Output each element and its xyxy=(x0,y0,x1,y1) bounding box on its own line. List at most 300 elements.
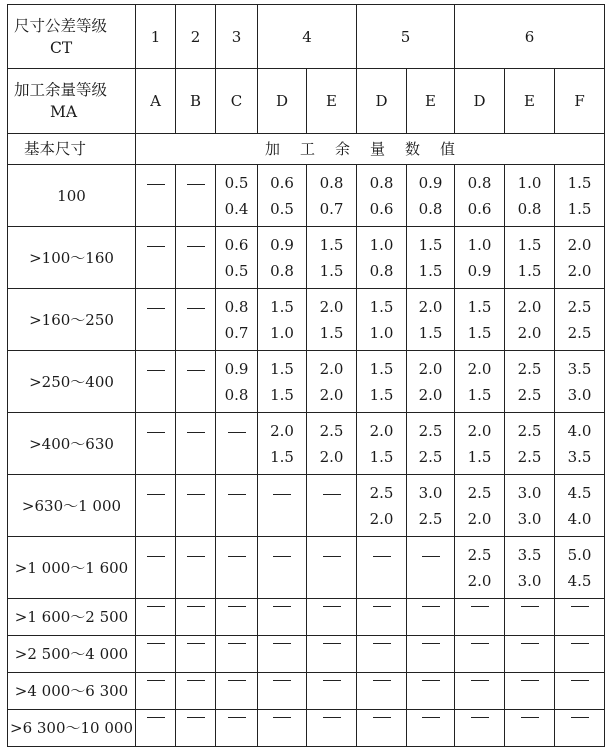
basic-size-label: 基本尺寸 xyxy=(8,134,136,165)
dash-mark xyxy=(471,643,489,668)
allowance-cell xyxy=(555,599,605,636)
allowance-value-lower: 0.7 xyxy=(319,199,344,218)
allowance-value-upper: 2.0 xyxy=(517,297,542,316)
dash-mark xyxy=(422,643,440,668)
allowance-cell xyxy=(555,475,605,537)
dash-mark xyxy=(273,556,291,581)
allowance-cell xyxy=(357,673,407,710)
table-row xyxy=(8,289,605,351)
allowance-cell xyxy=(258,413,307,475)
dash-mark xyxy=(228,643,246,668)
allowance-cell xyxy=(176,227,216,289)
allowance-value-lower: 0.8 xyxy=(270,261,294,280)
allowance-cell xyxy=(555,413,605,475)
dash-mark xyxy=(187,606,205,631)
table-row xyxy=(8,413,605,475)
allowance-cell xyxy=(216,475,258,537)
allowance-cell xyxy=(357,636,407,673)
allowance-value-upper: 2.0 xyxy=(319,297,344,316)
table-row xyxy=(8,599,605,636)
dash-mark xyxy=(422,717,440,742)
allowance-value-lower: 0.6 xyxy=(467,199,492,218)
allowance-cell xyxy=(357,351,407,413)
ct-label-line1: 尺寸公差等级 xyxy=(14,16,108,35)
allowance-value-upper: 1.5 xyxy=(270,359,294,378)
allowance-cell xyxy=(216,673,258,710)
allowance-value-lower: 1.5 xyxy=(567,199,592,218)
ma-grade-label xyxy=(8,69,136,134)
ma-value: B xyxy=(176,69,216,134)
allowance-cell xyxy=(216,289,258,351)
dash-mark xyxy=(323,556,341,581)
ma-grade-row xyxy=(8,69,605,134)
allowance-value-upper: 1.5 xyxy=(467,297,492,316)
allowance-cell xyxy=(357,599,407,636)
ma-value: D xyxy=(357,69,407,134)
allowance-cell xyxy=(216,165,258,227)
allowance-cell xyxy=(505,227,555,289)
allowance-value-upper: 0.9 xyxy=(224,359,249,378)
allowance-value-upper: 0.6 xyxy=(224,235,249,254)
allowance-cell xyxy=(505,165,555,227)
allowance-value-upper: 2.0 xyxy=(270,421,294,440)
allowance-value-lower: 2.0 xyxy=(369,509,394,528)
allowance-cell xyxy=(307,475,357,537)
dash-mark xyxy=(571,643,589,668)
ma-value: D xyxy=(258,69,307,134)
table-row xyxy=(8,636,605,673)
allowance-cell xyxy=(176,599,216,636)
dash-mark xyxy=(323,680,341,705)
dash-mark xyxy=(147,494,165,519)
allowance-cell xyxy=(136,636,176,673)
dash-mark xyxy=(228,556,246,581)
allowance-value-upper: 1.0 xyxy=(369,235,394,254)
dash-mark xyxy=(187,308,205,333)
allowance-value-upper: 3.5 xyxy=(567,359,592,378)
allowance-cell xyxy=(455,537,505,599)
allowance-cell xyxy=(258,227,307,289)
allowance-cell xyxy=(216,636,258,673)
allowance-value-upper: 1.5 xyxy=(369,359,394,378)
basic-size-cell: >1 000～1 600 xyxy=(8,537,136,599)
dash-mark xyxy=(273,643,291,668)
allowance-value-lower: 4.5 xyxy=(567,571,592,590)
allowance-cell xyxy=(505,710,555,747)
allowance-cell xyxy=(455,710,505,747)
allowance-value-lower: 1.5 xyxy=(369,447,394,466)
dash-mark xyxy=(147,184,165,209)
allowance-value-lower: 0.9 xyxy=(467,261,492,280)
allowance-value-lower: 0.8 xyxy=(369,261,394,280)
dash-mark xyxy=(228,606,246,631)
ct-value: 2 xyxy=(176,5,216,69)
dash-mark xyxy=(147,308,165,333)
ma-value: C xyxy=(216,69,258,134)
allowance-cell xyxy=(176,636,216,673)
allowance-value-lower: 1.5 xyxy=(418,323,443,342)
allowance-cell xyxy=(455,599,505,636)
allowance-cell xyxy=(136,165,176,227)
allowance-cell xyxy=(455,227,505,289)
basic-size-cell: >400～630 xyxy=(8,413,136,475)
dash-mark xyxy=(571,717,589,742)
allowance-cell xyxy=(455,165,505,227)
dash-mark xyxy=(273,680,291,705)
basic-size-cell: >4 000～6 300 xyxy=(8,673,136,710)
allowance-value-upper: 0.8 xyxy=(319,173,344,192)
allowance-cell xyxy=(357,537,407,599)
dash-mark xyxy=(373,556,391,581)
allowance-cell xyxy=(357,227,407,289)
allowance-cell xyxy=(505,413,555,475)
allowance-cell xyxy=(307,165,357,227)
dash-mark xyxy=(147,370,165,395)
allowance-cell xyxy=(455,413,505,475)
allowance-value-upper: 2.0 xyxy=(467,421,492,440)
ma-label-line2: MA xyxy=(50,103,78,121)
dash-mark xyxy=(147,606,165,631)
allowance-value-lower: 2.5 xyxy=(418,447,443,466)
allowance-cell xyxy=(216,351,258,413)
allowance-value-lower: 2.5 xyxy=(567,323,592,342)
allowance-cell xyxy=(176,673,216,710)
allowance-value-lower: 1.5 xyxy=(517,261,542,280)
allowance-value-lower: 4.0 xyxy=(567,509,592,528)
allowance-cell xyxy=(505,673,555,710)
allowance-cell xyxy=(357,475,407,537)
dash-mark xyxy=(187,184,205,209)
ma-value: E xyxy=(407,69,455,134)
dash-mark xyxy=(228,680,246,705)
allowance-cell xyxy=(136,413,176,475)
allowance-cell xyxy=(407,413,455,475)
allowance-value-upper: 3.5 xyxy=(517,545,542,564)
allowance-cell xyxy=(407,227,455,289)
allowance-cell xyxy=(357,165,407,227)
dash-mark xyxy=(228,717,246,742)
dash-mark xyxy=(228,432,246,457)
allowance-value-upper: 1.5 xyxy=(369,297,394,316)
basic-size-cell: 100 xyxy=(8,165,136,227)
allowance-value-upper: 1.0 xyxy=(517,173,542,192)
allowance-cell xyxy=(505,636,555,673)
ct-value: 3 xyxy=(216,5,258,69)
allowance-value-lower: 1.5 xyxy=(270,447,294,466)
allowance-value-upper: 1.0 xyxy=(467,235,492,254)
ct-value: 6 xyxy=(455,5,605,69)
allowance-cell xyxy=(555,227,605,289)
dash-mark xyxy=(187,717,205,742)
allowance-value-upper: 0.9 xyxy=(418,173,443,192)
allowance-cell xyxy=(136,710,176,747)
allowance-value-upper: 5.0 xyxy=(567,545,592,564)
allowance-value-upper: 2.0 xyxy=(567,235,592,254)
allowance-cell xyxy=(505,475,555,537)
allowance-cell xyxy=(455,673,505,710)
allowance-value-upper: 3.0 xyxy=(517,483,542,502)
allowance-cell xyxy=(258,351,307,413)
allowance-value-upper: 0.6 xyxy=(270,173,294,192)
allowance-value-lower: 2.0 xyxy=(467,509,492,528)
allowance-value-lower: 1.5 xyxy=(319,323,344,342)
dash-mark xyxy=(187,246,205,271)
basic-size-cell: >630～1 000 xyxy=(8,475,136,537)
allowance-cell xyxy=(407,636,455,673)
dash-mark xyxy=(471,717,489,742)
allowance-value-lower: 1.0 xyxy=(270,323,294,342)
allowance-cell xyxy=(258,289,307,351)
allowance-cell xyxy=(216,413,258,475)
allowance-cell xyxy=(216,599,258,636)
allowance-value-lower: 2.0 xyxy=(467,571,492,590)
allowance-value-upper: 0.8 xyxy=(224,297,249,316)
allowance-cell xyxy=(176,475,216,537)
allowance-cell xyxy=(176,537,216,599)
allowance-value-lower: 1.5 xyxy=(369,385,394,404)
allowance-value-upper: 2.0 xyxy=(418,297,443,316)
ct-grade-label xyxy=(8,5,136,69)
dash-mark xyxy=(323,606,341,631)
allowance-cell xyxy=(258,636,307,673)
allowance-cell xyxy=(505,537,555,599)
ma-value: F xyxy=(555,69,605,134)
allowance-value-lower: 1.5 xyxy=(418,261,443,280)
basic-size-cell: >100～160 xyxy=(8,227,136,289)
allowance-cell xyxy=(216,227,258,289)
allowance-cell xyxy=(136,475,176,537)
dash-mark xyxy=(147,717,165,742)
allowance-value-lower: 3.0 xyxy=(567,385,592,404)
allowance-cell xyxy=(555,537,605,599)
allowance-value-lower: 0.5 xyxy=(224,261,249,280)
dash-mark xyxy=(373,717,391,742)
allowance-cell xyxy=(136,673,176,710)
table-row xyxy=(8,351,605,413)
allowance-value-lower: 2.0 xyxy=(517,323,542,342)
basic-size-cell: >160～250 xyxy=(8,289,136,351)
ct-value: 5 xyxy=(357,5,455,69)
allowance-value-upper: 2.0 xyxy=(369,421,394,440)
allowance-value-upper: 2.5 xyxy=(517,421,542,440)
allowance-cell xyxy=(505,599,555,636)
dash-mark xyxy=(228,494,246,519)
allowance-value-lower: 1.5 xyxy=(467,323,492,342)
dash-mark xyxy=(187,556,205,581)
allowance-value-upper: 1.5 xyxy=(270,297,294,316)
allowance-cell xyxy=(258,599,307,636)
allowance-cell xyxy=(407,165,455,227)
allowance-value-upper: 1.5 xyxy=(567,173,592,192)
label-row xyxy=(8,134,605,165)
allowance-value-upper: 2.5 xyxy=(467,545,492,564)
allowance-cell xyxy=(258,475,307,537)
allowance-cell xyxy=(307,673,357,710)
dash-mark xyxy=(187,494,205,519)
allowance-cell xyxy=(307,289,357,351)
dash-mark xyxy=(323,717,341,742)
allowance-value-upper: 0.8 xyxy=(369,173,394,192)
allowance-cell xyxy=(258,673,307,710)
table-row xyxy=(8,673,605,710)
allowance-cell xyxy=(176,289,216,351)
dash-mark xyxy=(471,606,489,631)
allowance-value-upper: 2.0 xyxy=(319,359,344,378)
ct-grade-row xyxy=(8,5,605,69)
allowance-value-lower: 0.8 xyxy=(517,199,542,218)
allowance-cell xyxy=(307,537,357,599)
allowance-cell xyxy=(136,599,176,636)
allowance-value-lower: 2.0 xyxy=(319,385,344,404)
dash-mark xyxy=(147,432,165,457)
allowance-cell xyxy=(357,413,407,475)
dash-mark xyxy=(521,606,539,631)
allowance-value-lower: 1.5 xyxy=(319,261,344,280)
allowance-value-upper: 2.5 xyxy=(319,421,344,440)
dash-mark xyxy=(273,606,291,631)
allowance-value-lower: 0.4 xyxy=(224,199,249,218)
allowance-cell xyxy=(555,165,605,227)
allowance-cell xyxy=(307,351,357,413)
dash-mark xyxy=(323,643,341,668)
allowance-cell xyxy=(455,289,505,351)
allowance-cell xyxy=(136,537,176,599)
allowance-value-lower: 1.0 xyxy=(369,323,394,342)
dash-mark xyxy=(273,717,291,742)
dash-mark xyxy=(521,680,539,705)
allowance-cell xyxy=(136,227,176,289)
allowance-cell xyxy=(307,227,357,289)
allowance-cell xyxy=(555,289,605,351)
allowance-value-upper: 2.5 xyxy=(369,483,394,502)
allowance-cell xyxy=(176,165,216,227)
dash-mark xyxy=(147,680,165,705)
allowance-cell xyxy=(136,289,176,351)
allowance-value-lower: 0.8 xyxy=(418,199,443,218)
allowance-value-lower: 1.5 xyxy=(467,447,492,466)
table-row xyxy=(8,710,605,747)
allowance-value-lower: 2.0 xyxy=(567,261,592,280)
allowance-value-upper: 3.0 xyxy=(418,483,443,502)
table-row xyxy=(8,227,605,289)
dash-mark xyxy=(147,556,165,581)
allowance-value-lower: 0.7 xyxy=(224,323,249,342)
allowance-cell xyxy=(307,636,357,673)
allowance-value-upper: 4.5 xyxy=(567,483,592,502)
allowance-value-upper: 4.0 xyxy=(567,421,592,440)
allowance-value-lower: 2.5 xyxy=(418,509,443,528)
allowance-cell xyxy=(407,673,455,710)
dash-mark xyxy=(571,680,589,705)
allowance-values-label: 加工余量数值 xyxy=(136,134,605,165)
ma-value: A xyxy=(136,69,176,134)
dash-mark xyxy=(373,606,391,631)
allowance-cell xyxy=(407,289,455,351)
allowance-cell xyxy=(176,413,216,475)
dash-mark xyxy=(373,680,391,705)
allowance-value-lower: 2.0 xyxy=(319,447,344,466)
ma-value: E xyxy=(505,69,555,134)
allowance-cell xyxy=(455,351,505,413)
dash-mark xyxy=(147,643,165,668)
allowance-value-upper: 2.0 xyxy=(467,359,492,378)
allowance-value-upper: 2.0 xyxy=(418,359,443,378)
allowance-value-lower: 3.0 xyxy=(517,509,542,528)
dash-mark xyxy=(373,643,391,668)
allowance-value-lower: 3.0 xyxy=(517,571,542,590)
allowance-value-upper: 2.5 xyxy=(418,421,443,440)
basic-size-cell: >2 500～4 000 xyxy=(8,636,136,673)
allowance-value-lower: 1.5 xyxy=(270,385,294,404)
allowance-value-upper: 2.5 xyxy=(567,297,592,316)
allowance-value-upper: 2.5 xyxy=(467,483,492,502)
allowance-value-upper: 1.5 xyxy=(517,235,542,254)
dash-mark xyxy=(323,494,341,519)
allowance-cell xyxy=(307,710,357,747)
ct-value: 1 xyxy=(136,5,176,69)
allowance-cell xyxy=(176,710,216,747)
allowance-cell xyxy=(216,710,258,747)
allowance-cell xyxy=(455,636,505,673)
allowance-cell xyxy=(407,710,455,747)
allowance-cell xyxy=(555,636,605,673)
ma-label-line1: 加工余量等级 xyxy=(14,81,108,99)
allowance-value-upper: 1.5 xyxy=(319,235,344,254)
dash-mark xyxy=(521,643,539,668)
allowance-cell xyxy=(357,710,407,747)
dash-mark xyxy=(422,680,440,705)
table-row xyxy=(8,537,605,599)
dash-mark xyxy=(521,717,539,742)
allowance-cell xyxy=(258,537,307,599)
allowance-value-upper: 0.8 xyxy=(467,173,492,192)
allowance-cell xyxy=(307,413,357,475)
ct-label-line2: CT xyxy=(50,38,73,57)
allowance-cell xyxy=(357,289,407,351)
machining-allowance-table xyxy=(7,4,605,747)
allowance-cell xyxy=(407,351,455,413)
dash-mark xyxy=(571,606,589,631)
dash-mark xyxy=(471,680,489,705)
dash-mark xyxy=(187,370,205,395)
allowance-cell xyxy=(555,351,605,413)
allowance-value-lower: 2.0 xyxy=(418,385,443,404)
table-row xyxy=(8,475,605,537)
allowance-cell xyxy=(505,289,555,351)
basic-size-cell: >250～400 xyxy=(8,351,136,413)
allowance-cell xyxy=(407,537,455,599)
allowance-value-upper: 1.5 xyxy=(418,235,443,254)
allowance-value-lower: 1.5 xyxy=(467,385,492,404)
dash-mark xyxy=(187,680,205,705)
allowance-cell xyxy=(136,351,176,413)
allowance-cell xyxy=(455,475,505,537)
basic-size-cell: >1 600～2 500 xyxy=(8,599,136,636)
allowance-value-lower: 0.6 xyxy=(369,199,394,218)
allowance-cell xyxy=(216,537,258,599)
allowance-cell xyxy=(307,599,357,636)
allowance-value-lower: 0.8 xyxy=(224,385,249,404)
ma-value: D xyxy=(455,69,505,134)
dash-mark xyxy=(422,606,440,631)
allowance-value-lower: 2.5 xyxy=(517,385,542,404)
dash-mark xyxy=(187,432,205,457)
allowance-cell xyxy=(258,165,307,227)
allowance-value-upper: 2.5 xyxy=(517,359,542,378)
allowance-value-upper: 0.9 xyxy=(270,235,294,254)
allowance-value-upper: 0.5 xyxy=(224,173,249,192)
allowance-value-lower: 3.5 xyxy=(567,447,592,466)
